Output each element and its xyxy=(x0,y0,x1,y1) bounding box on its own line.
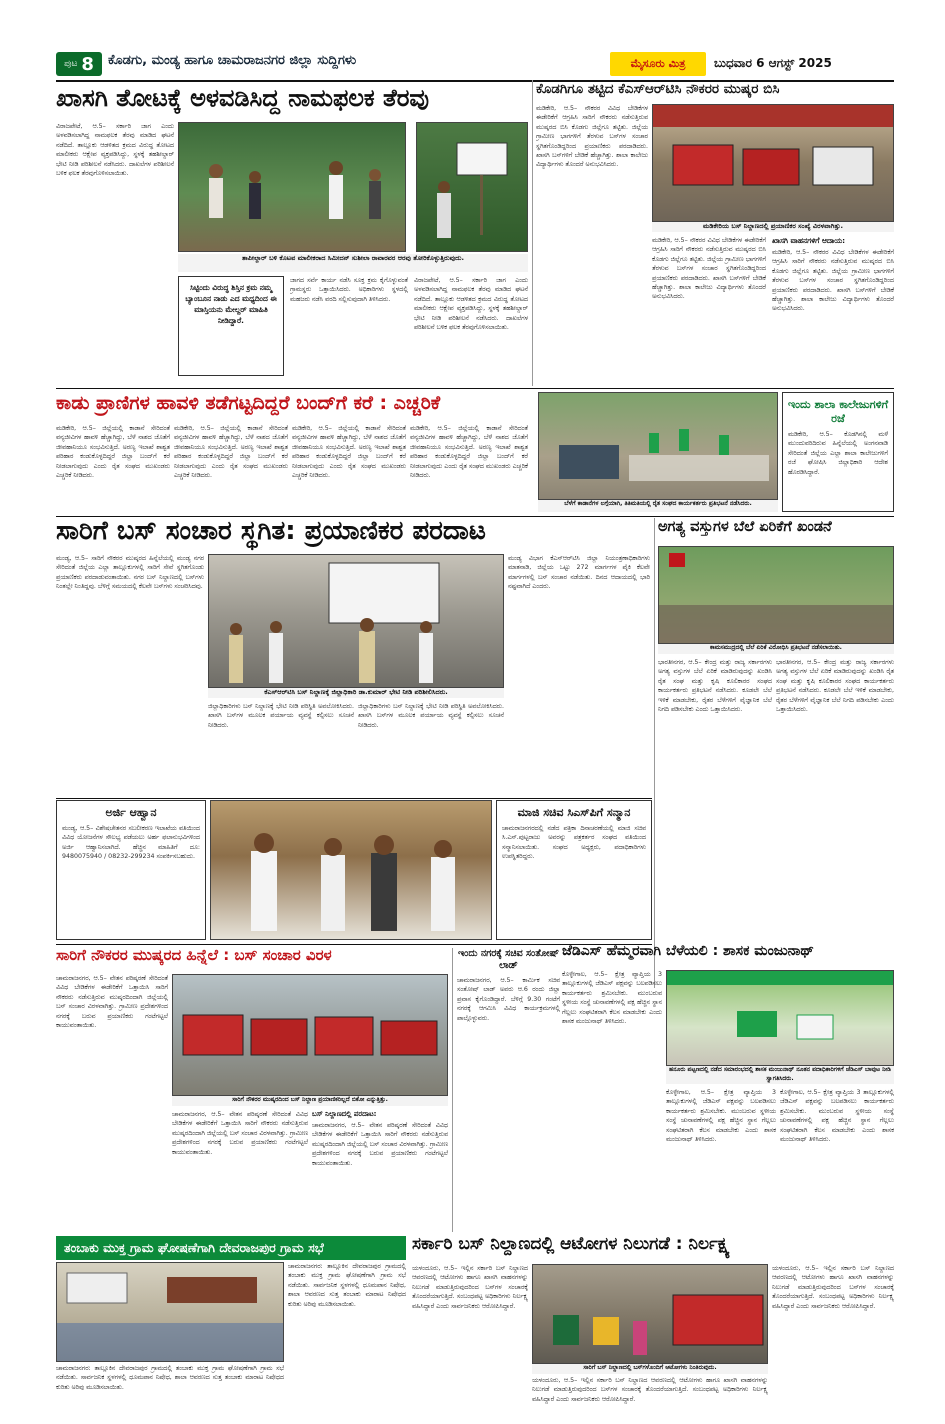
story2-body-b: ಮಡಿಕೇರಿ, ಆ.5– ನೌಕರರ ವಿವಿಧ ಬೇಡಿಕೆಗಳ ಈಡೇರಿಕೆಗೆ ಆಗ್ರಹಿಸಿ ಸಾರಿಗೆ ನೌಕರರು ನಡೆಸುತ್ತಿರುವ ಮುಷ್ಕರದ ಬಿಸಿ ಕೊಡಗು ಜಿಲ್ಲೆಗೂ ತಟ್ಟಿತು. ಜಿಲ್ಲೆಯ ಗ್ರಾಮೀಣ ಭಾಗಗಳಿಗೆ ತೆರಳುವ ಬಸ್‌ಗಳ ಸಂಚಾರ ಸ್ಥಗಿತಗೊಂಡಿದ್ದರಿಂದ ಪ್ರಯಾಣಿಕರು ಪರದಾಡಿದರು. ಖಾಸಗಿ ಬಸ್‌ಗಳಿಗೆ ಬೇಡಿಕೆ ಹೆಚ್ಚಾಗಿತ್ತು. ಶಾಲಾ ಕಾಲೇಜು ವಿದ್ಯಾರ್ಥಿಗಳು ತೊಂದರೆ ಅನುಭವಿಸಿದರು. xyxy=(652,237,766,301)
story6-photo xyxy=(210,800,492,940)
story9 xyxy=(452,948,560,1232)
story1-headline: ಖಾಸಗಿ ತೋಟಕ್ಕೆ ಅಳವಡಿಸಿದ್ದ ನಾಮಫಲಕ ತೆರವು xyxy=(56,86,429,112)
story8-right-col xyxy=(312,1110,448,1232)
story11-body-b: ಚಾಮರಾಜನಗರ: ತಾಲ್ಲೂಕಿನ ದೇವರಾಜಪುರ ಗ್ರಾಮದಲ್ಲಿ ತಂಬಾಕು ಮುಕ್ತ ಗ್ರಾಮ ಘೋಷಣೆಗಾಗಿ ಗ್ರಾಮ ಸಭೆ ನಡೆಯಿತು. ಸಾರ್ವಜನಿಕ ಸ್ಥಳಗಳಲ್ಲಿ ಧೂಮಪಾನ ನಿಷೇಧ, ಶಾಲಾ ಆವರಣದ ಸುತ್ತ ತಂಬಾಕು ಮಾರಾಟ ನಿಷೇಧದ ಕುರಿತು ಅರಿವು ಮೂಡಿಸಲಾಯಿತು. xyxy=(288,1263,406,1308)
story3-body-a: ಮಡಿಕೇರಿ, ಆ.5– ಜಿಲ್ಲೆಯಲ್ಲಿ ಕಾಡಾನೆ ಸೇರಿದಂತೆ ವನ್ಯಜೀವಿಗಳ ಹಾವಳಿ ಹೆಚ್ಚಾಗಿದ್ದು, ಬೆಳೆ ನಾಶದ ಜೊತೆಗೆ ಜೀವಹಾನಿಯೂ ಸಂಭವಿಸುತ್ತಿದೆ. ಅರಣ್ಯ ಇಲಾಖೆ ಶಾಶ್ವತ ಪರಿಹಾರ ಕಂಡುಕೊಳ್ಳದಿದ್ದರೆ ಜಿಲ್ಲಾ ಬಂದ್‌ಗೆ ಕರೆ ನೀಡಲಾಗುವುದು ಎಂದು ರೈತ ಸಂಘದ ಮುಖಂಡರು ಎಚ್ಚರಿಕೆ ನೀಡಿದರು. xyxy=(56,425,170,480)
paper-logo: ಮೈಸೂರು ಮಿತ್ರ xyxy=(610,52,706,76)
column-divider xyxy=(532,80,533,386)
story7-box-body: ಚಾಮರಾಜನಗರದಲ್ಲಿ ನಡೆದ ಪತ್ರಿಕಾ ದಿನಾಚರಣೆಯಲ್ಲಿ ಮಾಜಿ ಸಚಿವ ಸಿ.ಎಸ್.ಪುಟ್ಟರಾಜು ಅವರನ್ನು ಪತ್ರಕರ್ತರ ಸಂಘದ ವತಿಯಿಂದ ಸನ್ಮಾನಿಸಲಾಯಿತು. ಸಂಘದ ಅಧ್ಯಕ್ಷರು, ಪದಾಧಿಕಾರಿಗಳು ಉಪಸ್ಥಿತರಿದ್ದರು. xyxy=(502,825,646,861)
story10-body-b: ಕೊಳ್ಳೇಗಾಲ, ಆ.5– ಕ್ಷೇತ್ರ ವ್ಯಾಪ್ತಿಯ 3 ತಾಲ್ಲೂಕುಗಳಲ್ಲಿ ಜೆಡಿಎಸ್ ಪಕ್ಷವನ್ನು ಬಲಪಡಿಸಲು ಕಾರ್ಯಕರ್ತರು ಶ್ರಮಿಸಬೇಕು. ಮುಂಬರುವ ಸ್ಥಳೀಯ ಸಂಸ್ಥೆ ಚುನಾವಣೆಗಳಲ್ಲಿ ಪಕ್ಷ ಹೆಚ್ಚಿನ ಸ್ಥಾನ ಗೆಲ್ಲಲು ಸಂಘಟಿತರಾಗಿ ಕೆಲಸ ಮಾಡಬೇಕು ಎಂದು ಶಾಸಕ ಮಂಜುನಾಥ್ ತಿಳಿಸಿದರು. xyxy=(666,1089,776,1144)
story9-title: ಇಂದು ನಗರಕ್ಕೆ ಸಚಿವ ಸಂತೋಷ್ ಲಾಡ್ xyxy=(458,948,559,971)
seated-protest-illustration xyxy=(659,547,894,644)
story12-caption: ಸಾರಿಗೆ ಬಸ್ ನಿಲ್ದಾಣದಲ್ಲಿ ಬಸ್‌ಗಳೊಂದಿಗೆ ಆಟೋಗಳು ನಿಂತಿರುವುದು. xyxy=(532,1364,768,1374)
story10-caption: ಹನೂರು ಪಟ್ಟಣದಲ್ಲಿ ನಡೆದ ಸಮಾರಂಭದಲ್ಲಿ ಶಾಸಕ ಮಂಜುನಾಥ್ ನೂತನ ಪದಾಧಿಕಾರಿಗಳಿಗೆ ಜೆಡಿಎಸ್ ಬಾವುಟ ನೀಡಿ ಸ್ವಾಗತಿಸಿದರು. xyxy=(666,1066,894,1084)
story1-body-c: ವಿರಾಜಪೇಟೆ, ಆ.5– ಸರ್ಕಾರಿ ಜಾಗ ಎಂದು ಅಳವಡಿಸಲಾಗಿದ್ದ ನಾಮಫಲಕ ತೆರವು ಮಾಡಿದ ಘಟನೆ ನಡೆದಿದೆ. ತಾಲ್ಲೂಕು ಆಡಳಿತದ ಕ್ರಮದ ವಿರುದ್ಧ ತೋಟದ ಮಾಲೀಕರು ಆಕ್ಷೇಪ ವ್ಯಕ್ತಪಡಿಸಿದ್ದು, ಸ್ಥಳಕ್ಕೆ ತಹಶೀಲ್ದಾರ್ ಭೇಟಿ ನೀಡಿ ಪರಿಶೀಲನೆ ನಡೆಸಿದರು. ದಾಖಲೆಗಳ ಪರಿಶೀಲನೆ ಬಳಿಕ ಫಲಕ ತೆರವುಗೊಳಿಸಲಾಯಿತು. xyxy=(414,277,528,332)
story8-body-b: ಚಾಮರಾಜನಗರ, ಆ.5– ವೇತನ ಪರಿಷ್ಕರಣೆ ಸೇರಿದಂತೆ ವಿವಿಧ ಬೇಡಿಕೆಗಳ ಈಡೇರಿಕೆಗೆ ಒತ್ತಾಯಿಸಿ ಸಾರಿಗೆ ನೌಕರರು ನಡೆಸುತ್ತಿರುವ ಮುಷ್ಕರದಿಂದಾಗಿ ಜಿಲ್ಲೆಯಲ್ಲಿ ಬಸ್ ಸಂಚಾರ ವಿರಳವಾಗಿತ್ತು. ಗ್ರಾಮೀಣ ಪ್ರದೇಶಗಳಿಂದ ನಗರಕ್ಕೆ ಬರುವ ಪ್ರಯಾಣಿಕರು ಗಂಟೆಗಟ್ಟಲೆ ಕಾಯುವಂತಾಯಿತು. xyxy=(172,1111,308,1156)
autos-at-bus-stand-illustration xyxy=(533,1265,768,1364)
story3-photo xyxy=(538,392,778,500)
story5-photo xyxy=(658,546,894,644)
section-title: ಕೊಡಗು, ಮಂಡ್ಯ ಹಾಗೂ ಚಾಮರಾಜನಗರ ಜಿಲ್ಲಾ ಸುದ್ದಿಗಳು xyxy=(108,53,357,68)
story4-headline: ಸಾರಿಗೆ ಬಸ್ ಸಂಚಾರ ಸ್ಥಗಿತ: ಪ್ರಯಾಣಿಕರ ಪರದಾಟ xyxy=(56,518,486,546)
story6-box-body: ಮಂಡ್ಯ, ಆ.5– ವಿಶೇಷಚೇತನರ ಸಬಲೀಕರಣ ಇಲಾಖೆಯ ವತಿಯಿಂದ ವಿವಿಧ ಯೋಜನೆಗಳ ಸೌಲಭ್ಯ ಪಡೆಯಲು ಅರ್ಹ ಫಲಾನುಭವಿಗಳಿಂದ ಅರ್ಜಿ ಆಹ್ವಾನಿಸಲಾಗಿದೆ. ಹೆಚ್ಚಿನ ಮಾಹಿತಿಗೆ ದೂ: 9480075940 / 08232-299234 ಸಂಪರ್ಕಿಸಬಹುದು. xyxy=(62,825,200,861)
story12-photo xyxy=(532,1264,768,1364)
signboard-photo-illustration xyxy=(417,123,528,252)
story4-photo xyxy=(208,554,504,688)
story8-caption: ಸಾರಿಗೆ ನೌಕರರ ಮುಷ್ಕರದಿಂದ ಬಸ್ ನಿಲ್ದಾಣ ಪ್ರಯಾಣಿಕರಿಲ್ಲದೆ ಬಿಕೋ ಎನ್ನುತ್ತಿತ್ತು. xyxy=(172,1096,448,1106)
page-number-badge xyxy=(56,52,102,76)
protest-illustration xyxy=(539,393,778,500)
empty-bus-stand-illustration xyxy=(173,975,448,1096)
story1-caption: ತಾಪೀಲ್ದಾರ್ ಬಳಿ ಕೊಟವ ಮಾಲೀಕರಾದ ಸಿಮೀದನ್ ಸುಶೀಲಾ ರಾವಾರವರ ಆರವು ತೋರಿಕೊಳ್ಳುತ್ತಿರುವುದು. xyxy=(178,254,528,272)
story11-headline: ತಂಬಾಕು ಮುಕ್ತ ಗ್ರಾಮ ಘೋಷಣೆಗಾಗಿ ದೇವರಾಜಪುರ ಗ್ರಾಮ ಸಭೆ xyxy=(56,1236,406,1260)
story6-box xyxy=(56,800,206,940)
felicitation-illustration xyxy=(211,801,492,940)
story8-photo xyxy=(172,974,448,1096)
story2-caption: ಮಡಿಕೇರಿಯ ಬಸ್ ನಿಲ್ದಾಣದಲ್ಲಿ ಪ್ರಯಾಣಿಕರ ಸಂಖ್ಯೆ ವಿರಳವಾಗಿತ್ತು. xyxy=(652,222,894,232)
story1-pullquote: ಸಿಟ್ಟಿಂದು ವಿರುದ್ಧ ಶಿಸ್ತಿನ ಕ್ರಮ ನಮ್ಮ ಬ್ಯಾಂಬೂನ ನಾಡು ಎದ ಮಧ್ಯದಿಂದ ಈ ಮಾಸ್ತಿಯನು ಮೇಲ್ದರ್ ಮಾಹಿತಿ ನೀಡಿದ್ದಾರೆ. xyxy=(178,276,284,376)
story3-box-body: ಮಡಿಕೇರಿ, ಆ.5– ಕೊಡಗಿನಲ್ಲಿ ಮಳೆ ಮುಂದುವರಿದಿರುವ ಹಿನ್ನೆಲೆಯಲ್ಲಿ ಅಂಗನವಾಡಿ ಸೇರಿದಂತೆ ಜಿಲ್ಲೆಯ ಎಲ್ಲಾ ಶಾಲಾ ಕಾಲೇಜುಗಳಿಗೆ ರಜೆ ಘೋಷಿಸಿ ಜಿಲ್ಲಾಧಿಕಾರಿ ಆದೇಶ ಹೊರಡಿಸಿದ್ದಾರೆ. xyxy=(788,431,888,476)
story2-body-a: ಮಡಿಕೇರಿ, ಆ.5– ನೌಕರರ ವಿವಿಧ ಬೇಡಿಕೆಗಳ ಈಡೇರಿಕೆಗೆ ಆಗ್ರಹಿಸಿ ಸಾರಿಗೆ ನೌಕರರು ನಡೆಸುತ್ತಿರುವ ಮುಷ್ಕರದ ಬಿಸಿ ಕೊಡಗು ಜಿಲ್ಲೆಗೂ ತಟ್ಟಿತು. ಜಿಲ್ಲೆಯ ಗ್ರಾಮೀಣ ಭಾಗಗಳಿಗೆ ತೆರಳುವ ಬಸ್‌ಗಳ ಸಂಚಾರ ಸ್ಥಗಿತಗೊಂಡಿದ್ದರಿಂದ ಪ್ರಯಾಣಿಕರು ಪರದಾಡಿದರು. ಖಾಸಗಿ ಬಸ್‌ಗಳಿಗೆ ಬೇಡಿಕೆ ಹೆಚ್ಚಾಗಿತ್ತು. ಶಾಲಾ ಕಾಲೇಜು ವಿದ್ಯಾರ್ಥಿಗಳು ತೊಂದರೆ ಅನುಭವಿಸಿದರು. xyxy=(536,105,648,169)
story1-body-b: ಜಾಗದ ಸರ್ವೆ ಕಾರ್ಯ ನಡೆಸಿ ಸೂಕ್ತ ಕ್ರಮ ಕೈಗೊಳ್ಳುವಂತೆ ಗ್ರಾಮಸ್ಥರು ಒತ್ತಾಯಿಸಿದರು. ಅಧಿಕಾರಿಗಳು ಸ್ಥಳದಲ್ಲಿ ಮಹಜರು ನಡೆಸಿ ವರದಿ ಸಲ್ಲಿಸುವುದಾಗಿ ತಿಳಿಸಿದರು. xyxy=(290,277,408,303)
story5-headline: ಅಗತ್ಯ ವಸ್ತುಗಳ ಬೆಲೆ ಏರಿಕೆಗೆ ಖಂಡನೆ xyxy=(658,520,832,535)
story8-subhead: ಬಸ್ ನಿಲ್ದಾಣದಲ್ಲಿ ಪರದಾಟ: xyxy=(312,1110,377,1118)
story12-body-c: ಯಳಂದೂರು, ಆ.5– ಇಲ್ಲಿನ ಸರ್ಕಾರಿ ಬಸ್ ನಿಲ್ದಾಣದ ಆವರಣದಲ್ಲಿ ಆಟೋಗಳು ಹಾಗೂ ಖಾಸಗಿ ವಾಹನಗಳನ್ನು ನಿಲುಗಡೆ ಮಾಡುತ್ತಿರುವುದರಿಂದ ಬಸ್‌ಗಳ ಸಂಚಾರಕ್ಕೆ ತೊಂದರೆಯಾಗುತ್ತಿದೆ. ಸಂಬಂಧಪಟ್ಟ ಅಧಿಕಾರಿಗಳು ನಿರ್ಲಕ್ಷ್ಯ ವಹಿಸಿದ್ದಾರೆ ಎಂದು ಸಾರ್ವಜನಿಕರು ಆರೋಪಿಸಿದ್ದಾರೆ. xyxy=(772,1265,894,1310)
story5-body-a: ಭಾರತೀನಗರ, ಆ.5– ಕೇಂದ್ರ ಮತ್ತು ರಾಜ್ಯ ಸರ್ಕಾರಗಳು ಅಗತ್ಯ ವಸ್ತುಗಳ ಬೆಲೆ ಏರಿಕೆ ಮಾಡಿರುವುದನ್ನು ಖಂಡಿಸಿ ರೈತ ಸಂಘ ಮತ್ತು ಕೃಷಿ ಕೂಲಿಕಾರರ ಸಂಘದ ಕಾರ್ಯಕರ್ತರು ಪ್ರತಿಭಟನೆ ನಡೆಸಿದರು. ಕೂಡಲೇ ಬೆಲೆ ಇಳಿಕೆ ಮಾಡಬೇಕು, ರೈತರ ಬೆಳೆಗಳಿಗೆ ವೈಜ್ಞಾನಿಕ ಬೆಲೆ ನಿಗದಿ ಪಡಿಸಬೇಕು ಎಂದು ಒತ್ತಾಯಿಸಿದರು. xyxy=(658,659,772,714)
story7-box-title: ಮಾಜಿ ಸಚಿವ ಸಿಎಸ್‌ಪಿಗೆ ಸನ್ಮಾನ xyxy=(517,806,631,819)
story10-body-a: ಕೊಳ್ಳೇಗಾಲ, ಆ.5– ಕ್ಷೇತ್ರ ವ್ಯಾಪ್ತಿಯ 3 ತಾಲ್ಲೂಕುಗಳಲ್ಲಿ ಜೆಡಿಎಸ್ ಪಕ್ಷವನ್ನು ಬಲಪಡಿಸಲು ಕಾರ್ಯಕರ್ತರು ಶ್ರಮಿಸಬೇಕು. ಮುಂಬರುವ ಸ್ಥಳೀಯ ಸಂಸ್ಥೆ ಚುನಾವಣೆಗಳಲ್ಲಿ ಪಕ್ಷ ಹೆಚ್ಚಿನ ಸ್ಥಾನ ಗೆಲ್ಲಲು ಸಂಘಟಿತರಾಗಿ ಕೆಲಸ ಮಾಡಬೇಕು ಎಂದು ಶಾಸಕ ಮಂಜುನಾಥ್ ತಿಳಿಸಿದರು. xyxy=(562,971,662,1026)
bus-depot-illustration xyxy=(653,105,894,222)
story2-right-col xyxy=(772,236,894,384)
story11-body-a: ಚಾಮರಾಜನಗರ: ತಾಲ್ಲೂಕಿನ ದೇವರಾಜಪುರ ಗ್ರಾಮದಲ್ಲಿ ತಂಬಾಕು ಮುಕ್ತ ಗ್ರಾಮ ಘೋಷಣೆಗಾಗಿ ಗ್ರಾಮ ಸಭೆ ನಡೆಯಿತು. ಸಾರ್ವಜನಿಕ ಸ್ಥಳಗಳಲ್ಲಿ ಧೂಮಪಾನ ನಿಷೇಧ, ಶಾಲಾ ಆವರಣದ ಸುತ್ತ ತಂಬಾಕು ಮಾರಾಟ ನಿಷೇಧದ ಕುರಿತು ಅರಿವು ಮೂಡಿಸಲಾಯಿತು. xyxy=(56,1365,284,1391)
story4-body-c: ಜಿಲ್ಲಾಧಿಕಾರಿಗಳು ಬಸ್ ನಿಲ್ದಾಣಕ್ಕೆ ಭೇಟಿ ನೀಡಿ ಪರಿಸ್ಥಿತಿ ಅವಲೋಕಿಸಿದರು. ಖಾಸಗಿ ಬಸ್‌ಗಳ ಮೂಲಕ ಪರ್ಯಾಯ ವ್ಯವಸ್ಥೆ ಕಲ್ಪಿಸಲು ಸೂಚನೆ ನೀಡಿದರು. xyxy=(358,703,504,729)
story2-body-c: ಮಡಿಕೇರಿ, ಆ.5– ನೌಕರರ ವಿವಿಧ ಬೇಡಿಕೆಗಳ ಈಡೇರಿಕೆಗೆ ಆಗ್ರಹಿಸಿ ಸಾರಿಗೆ ನೌಕರರು ನಡೆಸುತ್ತಿರುವ ಮುಷ್ಕರದ ಬಿಸಿ ಕೊಡಗು ಜಿಲ್ಲೆಗೂ ತಟ್ಟಿತು. ಜಿಲ್ಲೆಯ ಗ್ರಾಮೀಣ ಭಾಗಗಳಿಗೆ ತೆರಳುವ ಬಸ್‌ಗಳ ಸಂಚಾರ ಸ್ಥಗಿತಗೊಂಡಿದ್ದರಿಂದ ಪ್ರಯಾಣಿಕರು ಪರದಾಡಿದರು. ಖಾಸಗಿ ಬಸ್‌ಗಳಿಗೆ ಬೇಡಿಕೆ ಹೆಚ್ಚಾಗಿತ್ತು. ಶಾಲಾ ಕಾಲೇಜು ವಿದ್ಯಾರ್ಥಿಗಳು ತೊಂದರೆ ಅನುಭವಿಸಿದರು. xyxy=(772,249,894,313)
story4-body-a: ಮಂಡ್ಯ, ಆ.5– ಸಾರಿಗೆ ನೌಕರರ ಮುಷ್ಕರದ ಹಿನ್ನೆಲೆಯಲ್ಲಿ ಮಂಡ್ಯ ನಗರ ಸೇರಿದಂತೆ ಜಿಲ್ಲೆಯ ಎಲ್ಲಾ ತಾಲ್ಲೂಕುಗಳಲ್ಲಿ ಸಾರಿಗೆ ಸೇವೆ ಸ್ಥಗಿತಗೊಂಡು ಪ್ರಯಾಣಿಕರು ಪರದಾಡುವಂತಾಯಿತು. ನಗರ ಬಸ್ ನಿಲ್ದಾಣದಲ್ಲಿ ಬಸ್‌ಗಳು ನಿಂತಲ್ಲೇ ನಿಂತಿದ್ದವು. ಬೆಳಿಗ್ಗೆ ಸಮಯದಲ್ಲಿ ಕೆಲವೇ ಬಸ್‌ಗಳು ಸಂಚರಿಸಿದವು. xyxy=(56,555,204,591)
story9-body: ಚಾಮರಾಜನಗರ, ಆ.5– ಕಾರ್ಮಿಕ ಸಚಿವ ಸಂತೋಷ್ ಲಾಡ್ ಅವರು ಆ.6 ರಂದು ಜಿಲ್ಲಾ ಪ್ರವಾಸ ಕೈಗೊಂಡಿದ್ದಾರೆ. ಬೆಳಿಗ್ಗೆ 9.30 ಗಂಟೆಗೆ ನಗರಕ್ಕೆ ಆಗಮಿಸಿ ವಿವಿಧ ಕಾರ್ಯಕ್ರಮಗಳಲ್ಲಿ ಪಾಲ್ಗೊಳ್ಳುವರು. xyxy=(457,977,560,1022)
story3-box-title: ಇಂದು ಶಾಲಾ ಕಾಲೇಜುಗಳಿಗೆ ರಜೆ xyxy=(788,398,889,425)
story2-headline: ಕೊಡಗಿಗೂ ತಟ್ಟಿದ ಕೆಎಸ್‌ಆರ್‌ಟಿಸಿ ನೌಕರರ ಮುಷ್ಕರ ಬಿಸಿ xyxy=(536,82,780,97)
story5-body-b: ಭಾರತೀನಗರ, ಆ.5– ಕೇಂದ್ರ ಮತ್ತು ರಾಜ್ಯ ಸರ್ಕಾರಗಳು ಅಗತ್ಯ ವಸ್ತುಗಳ ಬೆಲೆ ಏರಿಕೆ ಮಾಡಿರುವುದನ್ನು ಖಂಡಿಸಿ ರೈತ ಸಂಘ ಮತ್ತು ಕೃಷಿ ಕೂಲಿಕಾರರ ಸಂಘದ ಕಾರ್ಯಕರ್ತರು ಪ್ರತಿಭಟನೆ ನಡೆಸಿದರು. ಕೂಡಲೇ ಬೆಲೆ ಇಳಿಕೆ ಮಾಡಬೇಕು, ರೈತರ ಬೆಳೆಗಳಿಗೆ ವೈಜ್ಞಾನಿಕ ಬೆಲೆ ನಿಗದಿ ಪಡಿಸಬೇಕು ಎಂದು ಒತ್ತಾಯಿಸಿದರು. xyxy=(776,659,894,714)
story8-headline: ಸಾರಿಗೆ ನೌಕರರ ಮುಷ್ಕರದ ಹಿನ್ನೆಲೆ : ಬಸ್ ಸಂಚಾರ ವಿರಳ xyxy=(56,948,332,964)
page-number: 8 xyxy=(81,53,94,75)
story4-body-b: ಜಿಲ್ಲಾಧಿಕಾರಿಗಳು ಬಸ್ ನಿಲ್ದಾಣಕ್ಕೆ ಭೇಟಿ ನೀಡಿ ಪರಿಸ್ಥಿತಿ ಅವಲೋಕಿಸಿದರು. ಖಾಸಗಿ ಬಸ್‌ಗಳ ಮೂಲಕ ಪರ್ಯಾಯ ವ್ಯವಸ್ಥೆ ಕಲ್ಪಿಸಲು ಸೂಚನೆ ನೀಡಿದರು. xyxy=(208,703,354,729)
story3-headline: ಕಾಡು ಪ್ರಾಣಿಗಳ ಹಾವಳಿ ತಡೆಗಟ್ಟದಿದ್ದರೆ ಬಂದ್‌ಗೆ ಕರೆ : ಎಚ್ಚರಿಕೆ xyxy=(56,394,441,414)
rule xyxy=(56,798,652,799)
story10-photo xyxy=(666,970,894,1066)
story1-body-a: ವಿರಾಜಪೇಟೆ, ಆ.5– ಸರ್ಕಾರಿ ಜಾಗ ಎಂದು ಅಳವಡಿಸಲಾಗಿದ್ದ ನಾಮಫಲಕ ತೆರವು ಮಾಡಿದ ಘಟನೆ ನಡೆದಿದೆ. ತಾಲ್ಲೂಕು ಆಡಳಿತದ ಕ್ರಮದ ವಿರುದ್ಧ ತೋಟದ ಮಾಲೀಕರು ಆಕ್ಷೇಪ ವ್ಯಕ್ತಪಡಿಸಿದ್ದು, ಸ್ಥಳಕ್ಕೆ ತಹಶೀಲ್ದಾರ್ ಭೇಟಿ ನೀಡಿ ಪರಿಶೀಲನೆ ನಡೆಸಿದರು. ದಾಖಲೆಗಳ ಪರಿಶೀಲನೆ ಬಳಿಕ ಫಲಕ ತೆರವುಗೊಳಿಸಲಾಯಿತು. xyxy=(56,123,174,178)
rule xyxy=(56,516,894,517)
story3-box xyxy=(782,392,894,512)
story2-photo xyxy=(652,104,894,222)
page-label: ಪುಟ xyxy=(64,59,78,69)
people-photo-illustration xyxy=(179,123,406,252)
column-divider xyxy=(654,518,655,988)
story8-body-c: ಚಾಮರಾಜನಗರ, ಆ.5– ವೇತನ ಪರಿಷ್ಕರಣೆ ಸೇರಿದಂತೆ ವಿವಿಧ ಬೇಡಿಕೆಗಳ ಈಡೇರಿಕೆಗೆ ಒತ್ತಾಯಿಸಿ ಸಾರಿಗೆ ನೌಕರರು ನಡೆಸುತ್ತಿರುವ ಮುಷ್ಕರದಿಂದಾಗಿ ಜಿಲ್ಲೆಯಲ್ಲಿ ಬಸ್ ಸಂಚಾರ ವಿರಳವಾಗಿತ್ತು. ಗ್ರಾಮೀಣ ಪ್ರದೇಶಗಳಿಂದ ನಗರಕ್ಕೆ ಬರುವ ಪ್ರಯಾಣಿಕರು ಗಂಟೆಗಟ್ಟಲೆ ಕಾಯುವಂತಾಯಿತು. xyxy=(312,1122,448,1167)
story4-caption: ಕೆಎಸ್‌ಆರ್‌ಟಿಸಿ ಬಸ್ ನಿಲ್ದಾಣಕ್ಕೆ ಜಿಲ್ಲಾಧಿಕಾರಿ ಡಾ.ಕುಮಾರ್ ಭೇಟಿ ನೀಡಿ ಪರಿಶೀಲಿಸಿದರು. xyxy=(208,688,504,698)
story3-caption: ಬೆಳೆಗೆ ಕಾಡಾನೆಗಳ ಲಗ್ಗೆಯಾಗಿ, ತಿತಿಮತಿಯಲ್ಲಿ ರೈತ ಸಂಘದ ಕಾರ್ಯಕರ್ತರು ಪ್ರತಿಭಟನೆ ನಡೆಸಿದರು. xyxy=(538,500,778,512)
bus-stand-inspection-illustration xyxy=(209,555,504,688)
story10-body-c: ಕೊಳ್ಳೇಗಾಲ, ಆ.5– ಕ್ಷೇತ್ರ ವ್ಯಾಪ್ತಿಯ 3 ತಾಲ್ಲೂಕುಗಳಲ್ಲಿ ಜೆಡಿಎಸ್ ಪಕ್ಷವನ್ನು ಬಲಪಡಿಸಲು ಕಾರ್ಯಕರ್ತರು ಶ್ರಮಿಸಬೇಕು. ಮುಂಬರುವ ಸ್ಥಳೀಯ ಸಂಸ್ಥೆ ಚುನಾವಣೆಗಳಲ್ಲಿ ಪಕ್ಷ ಹೆಚ್ಚಿನ ಸ್ಥಾನ ಗೆಲ್ಲಲು ಸಂಘಟಿತರಾಗಿ ಕೆಲಸ ಮಾಡಬೇಕು ಎಂದು ಶಾಸಕ ಮಂಜುನಾಥ್ ತಿಳಿಸಿದರು. xyxy=(780,1089,894,1144)
story5-caption: ಕಾಮಸಮುದ್ರದಲ್ಲಿ ಬೆಲೆ ಏರಿಕೆ ವಿರೋಧಿಸಿ ಪ್ರತಿಭಟನೆ ನಡೆಸಲಾಯಿತು. xyxy=(658,644,894,654)
story1-photo-a xyxy=(178,122,406,252)
story3-body-b: ಮಡಿಕೇರಿ, ಆ.5– ಜಿಲ್ಲೆಯಲ್ಲಿ ಕಾಡಾನೆ ಸೇರಿದಂತೆ ವನ್ಯಜೀವಿಗಳ ಹಾವಳಿ ಹೆಚ್ಚಾಗಿದ್ದು, ಬೆಳೆ ನಾಶದ ಜೊತೆಗೆ ಜೀವಹಾನಿಯೂ ಸಂಭವಿಸುತ್ತಿದೆ. ಅರಣ್ಯ ಇಲಾಖೆ ಶಾಶ್ವತ ಪರಿಹಾರ ಕಂಡುಕೊಳ್ಳದಿದ್ದರೆ ಜಿಲ್ಲಾ ಬಂದ್‌ಗೆ ಕರೆ ನೀಡಲಾಗುವುದು ಎಂದು ರೈತ ಸಂಘದ ಮುಖಂಡರು ಎಚ್ಚರಿಕೆ ನೀಡಿದರು. xyxy=(174,425,288,480)
story7-box xyxy=(496,800,652,940)
story3-body-d: ಮಡಿಕೇರಿ, ಆ.5– ಜಿಲ್ಲೆಯಲ್ಲಿ ಕಾಡಾನೆ ಸೇರಿದಂತೆ ವನ್ಯಜೀವಿಗಳ ಹಾವಳಿ ಹೆಚ್ಚಾಗಿದ್ದು, ಬೆಳೆ ನಾಶದ ಜೊತೆಗೆ ಜೀವಹಾನಿಯೂ ಸಂಭವಿಸುತ್ತಿದೆ. ಅರಣ್ಯ ಇಲಾಖೆ ಶಾಶ್ವತ ಪರಿಹಾರ ಕಂಡುಕೊಳ್ಳದಿದ್ದರೆ ಜಿಲ್ಲಾ ಬಂದ್‌ಗೆ ಕರೆ ನೀಡಲಾಗುವುದು ಎಂದು ರೈತ ಸಂಘದ ಮುಖಂಡರು ಎಚ್ಚರಿಕೆ ನೀಡಿದರು. xyxy=(410,425,528,480)
story12-body-a: ಯಳಂದೂರು, ಆ.5– ಇಲ್ಲಿನ ಸರ್ಕಾರಿ ಬಸ್ ನಿಲ್ದಾಣದ ಆವರಣದಲ್ಲಿ ಆಟೋಗಳು ಹಾಗೂ ಖಾಸಗಿ ವಾಹನಗಳನ್ನು ನಿಲುಗಡೆ ಮಾಡುತ್ತಿರುವುದರಿಂದ ಬಸ್‌ಗಳ ಸಂಚಾರಕ್ಕೆ ತೊಂದರೆಯಾಗುತ್ತಿದೆ. ಸಂಬಂಧಪಟ್ಟ ಅಧಿಕಾರಿಗಳು ನಿರ್ಲಕ್ಷ್ಯ ವಹಿಸಿದ್ದಾರೆ ಎಂದು ಸಾರ್ವಜನಿಕರು ಆರೋಪಿಸಿದ್ದಾರೆ. xyxy=(412,1265,528,1310)
story10-headline: ಜೆಡಿಎಸ್ ಹೆಮ್ಮರವಾಗಿ ಬೆಳೆಯಲಿ : ಶಾಸಕ ಮಂಜುನಾಥ್ xyxy=(562,944,814,959)
party-flag-illustration xyxy=(667,971,894,1066)
story1-photo-b xyxy=(416,122,528,252)
story11-photo xyxy=(56,1262,284,1362)
story12-headline: ಸರ್ಕಾರಿ ಬಸ್ ನಿಲ್ದಾಣದಲ್ಲಿ ಆಟೋಗಳ ನಿಲುಗಡೆ : ನಿರ್ಲಕ್ಷ್ಯ xyxy=(412,1236,730,1254)
date-line: ಬುಧವಾರ 6 ಆಗಸ್ಟ್ 2025 xyxy=(714,56,832,70)
story2-subhead: ಖಾಸಗಿ ವಾಹನಗಳಿಗೆ ಆದಾಯ: xyxy=(772,236,846,245)
story8-body-a: ಚಾಮರಾಜನಗರ, ಆ.5– ವೇತನ ಪರಿಷ್ಕರಣೆ ಸೇರಿದಂತೆ ವಿವಿಧ ಬೇಡಿಕೆಗಳ ಈಡೇರಿಕೆಗೆ ಒತ್ತಾಯಿಸಿ ಸಾರಿಗೆ ನೌಕರರು ನಡೆಸುತ್ತಿರುವ ಮುಷ್ಕರದಿಂದಾಗಿ ಜಿಲ್ಲೆಯಲ್ಲಿ ಬಸ್ ಸಂಚಾರ ವಿರಳವಾಗಿತ್ತು. ಗ್ರಾಮೀಣ ಪ್ರದೇಶಗಳಿಂದ ನಗರಕ್ಕೆ ಬರುವ ಪ್ರಯಾಣಿಕರು ಗಂಟೆಗಟ್ಟಲೆ ಕಾಯುವಂತಾಯಿತು. xyxy=(56,975,168,1030)
story4-body-d: ಮಂಡ್ಯ ವಿಭಾಗ ಕೆಎಸ್‌ಆರ್‌ಟಿಸಿ ಜಿಲ್ಲಾ ನಿಯಂತ್ರಣಾಧಿಕಾರಿಗಳು ಮಾತನಾಡಿ, ಜಿಲ್ಲೆಯ ಒಟ್ಟು 272 ಮಾರ್ಗಗಳ ಪೈಕಿ ಕೆಲವೇ ಮಾರ್ಗಗಳಲ್ಲಿ ಬಸ್ ಸಂಚಾರ ನಡೆಯಿತು. ದಿನದ ಆದಾಯದಲ್ಲಿ ಭಾರಿ ನಷ್ಟವಾಗಿದೆ ಎಂದರು. xyxy=(508,555,650,591)
story6-box-title: ಅರ್ಜಿ ಆಹ್ವಾನ xyxy=(105,806,157,819)
rule xyxy=(56,388,894,389)
story12-body-b: ಯಳಂದೂರು, ಆ.5– ಇಲ್ಲಿನ ಸರ್ಕಾರಿ ಬಸ್ ನಿಲ್ದಾಣದ ಆವರಣದಲ್ಲಿ ಆಟೋಗಳು ಹಾಗೂ ಖಾಸಗಿ ವಾಹನಗಳನ್ನು ನಿಲುಗಡೆ ಮಾಡುತ್ತಿರುವುದರಿಂದ ಬಸ್‌ಗಳ ಸಂಚಾರಕ್ಕೆ ತೊಂದರೆಯಾಗುತ್ತಿದೆ. ಸಂಬಂಧಪಟ್ಟ ಅಧಿಕಾರಿಗಳು ನಿರ್ಲಕ್ಷ್ಯ ವಹಿಸಿದ್ದಾರೆ ಎಂದು ಸಾರ್ವಜನಿಕರು ಆರೋಪಿಸಿದ್ದಾರೆ. xyxy=(532,1377,768,1403)
story3-body-c: ಮಡಿಕೇರಿ, ಆ.5– ಜಿಲ್ಲೆಯಲ್ಲಿ ಕಾಡಾನೆ ಸೇರಿದಂತೆ ವನ್ಯಜೀವಿಗಳ ಹಾವಳಿ ಹೆಚ್ಚಾಗಿದ್ದು, ಬೆಳೆ ನಾಶದ ಜೊತೆಗೆ ಜೀವಹಾನಿಯೂ ಸಂಭವಿಸುತ್ತಿದೆ. ಅರಣ್ಯ ಇಲಾಖೆ ಶಾಶ್ವತ ಪರಿಹಾರ ಕಂಡುಕೊಳ್ಳದಿದ್ದರೆ ಜಿಲ್ಲಾ ಬಂದ್‌ಗೆ ಕರೆ ನೀಡಲಾಗುವುದು ಎಂದು ರೈತ ಸಂಘದ ಮುಖಂಡರು ಎಚ್ಚರಿಕೆ ನೀಡಿದರು. xyxy=(292,425,406,480)
meeting-illustration xyxy=(57,1263,284,1362)
